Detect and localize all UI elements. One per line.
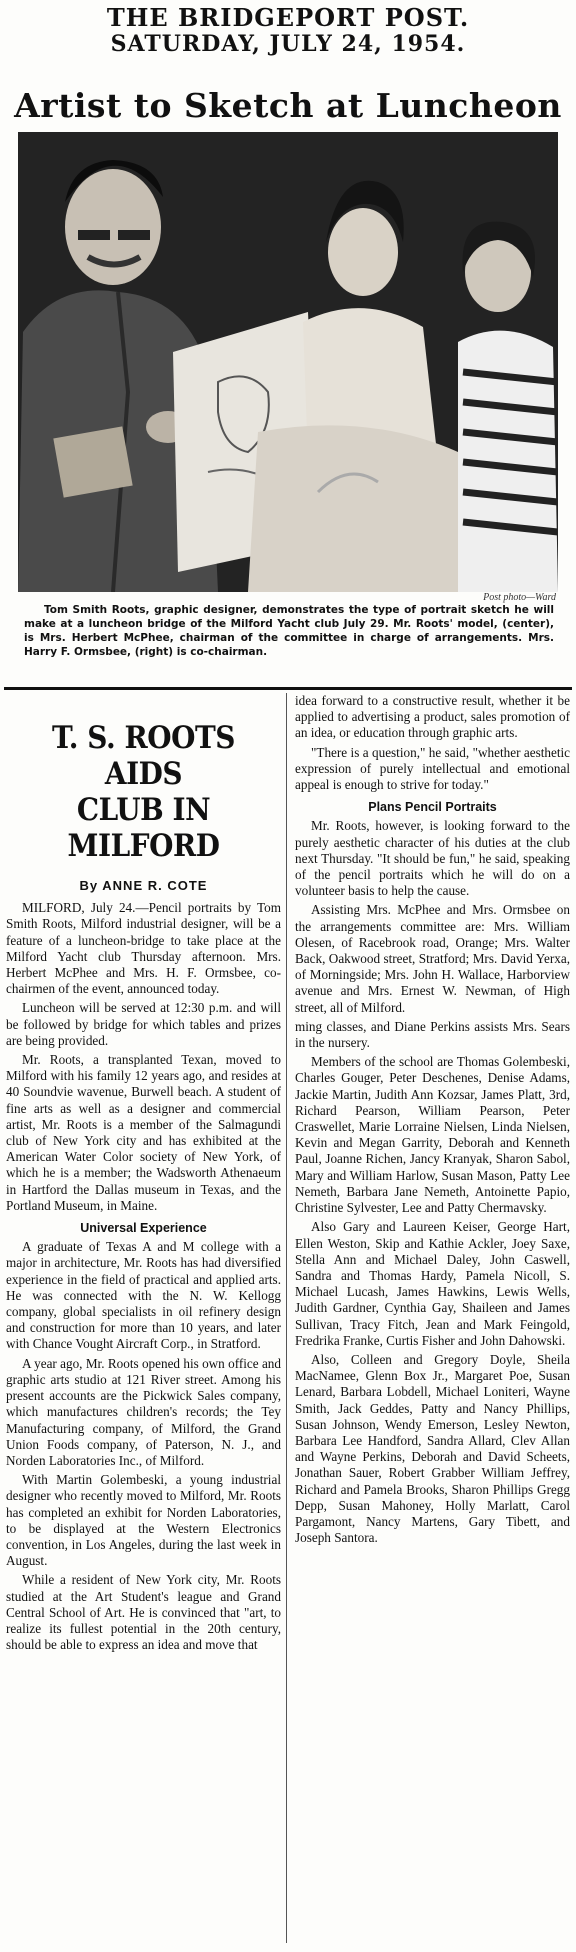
story-headline-line-1: T. S. ROOTS AIDS xyxy=(52,720,235,792)
paragraph: idea forward to a constructive result, whether it be applied to advertising a product, sales promotion of an idea, or education through graphic arts. xyxy=(295,693,570,741)
paragraph: Assisting Mrs. McPhee and Mrs. Ormsbee on the arrangements committee are: Mrs. William Olesen, of Racebrook road, Orange; Mrs. Walter Back, Oakwood street, Stratford; Mrs. David Yerxa, of Morningside; Mrs. John H. Wallace, Harborview avenue and Mrs. Ernest W. Newman, of High street, all of Milford. xyxy=(295,902,570,1015)
photo-credit: Post photo—Ward xyxy=(483,592,556,603)
paragraph: "There is a question," he said, "whether aesthetic expression of purely intellectual and emotional appeal is enough to strive for today." xyxy=(295,744,570,793)
paragraph: ming classes, and Diane Perkins assists Mrs. Sears in the nursery. xyxy=(295,1018,570,1051)
paragraph: With Martin Golembeski, a young industrial designer who recently moved to Milford, Mr. Roots has completed an exhibit for Norden Laboratories, to be displayed at the Western Electronics convention, in Los Angeles, during the last week in August. xyxy=(6,1472,281,1569)
column-divider xyxy=(286,693,287,1943)
photo-caption: Tom Smith Roots, graphic designer, demonstrates the type of portrait sketch he will make at a luncheon bridge of the Milford Yacht club July 29. Mr. Roots' model, (center), is Mrs. Herbert McPhee, chairman of the committee in charge of arrangements. Mrs. Harry F. Ormsbee, (right) is co-chairman. xyxy=(24,604,554,658)
paragraph: Also Gary and Laureen Keiser, George Hart, Ellen Weston, Skip and Kathie Ackler, Joey Saxe, Stella Ann and Michael Daley, John Caswell, Sandra and Thomas Hardy, Pamela Nicoll, S. Michael Lucash, James Hawkins, Lewis Wells, Judith Gardner, Cynthia Gay, Shaileen and James Sullivan, Tracy Fitch, Jean and Mark Feingold, Fredrika Franke, Curtis Fisher and John Dahowski. xyxy=(295,1219,570,1348)
paragraph: While a resident of New York city, Mr. Roots studied at the Art Student's league and Grand Central School of Art. He is convinced that "art, to realize its fullest potential in the 20th century, should be able to express an idea and move that xyxy=(6,1572,281,1653)
section-rule xyxy=(4,687,572,690)
article-column-1 xyxy=(6,720,281,1656)
paragraph: Mr. Roots, a transplanted Texan, moved to Milford with his family 12 years ago, and resides at 40 Soundvie wavenue, Burwell beach. A student of fine arts as well as a designer and commercial artist, Mr. Roots is a member of the Salmagundi club of New York city and has exhibited at the American Water Color society of New York, of which he is a member; the Wadsworth Athenaeum in Hartford the Dallas museum in Texas, and the Portland Museum, in Maine. xyxy=(6,1052,281,1213)
masthead xyxy=(0,4,576,57)
paragraph: Luncheon will be served at 12:30 p.m. and will be followed by bridge for which tables and prizes are being provided. xyxy=(6,1000,281,1048)
photo-headline: Artist to Sketch at Luncheon xyxy=(14,86,562,125)
news-photo xyxy=(18,132,558,592)
article-column-2 xyxy=(295,693,570,1549)
paragraph: A year ago, Mr. Roots opened his own office and graphic arts studio at 121 River street. Among his present accounts are the Pickwick Sales company, which manufactures children's records; the Tey Manufacturing company, of Milford, the Grand Union Foods company, of Paterson, N. J., and Norden Laboratories Inc., of Milford. xyxy=(6,1355,281,1468)
paragraph: Members of the school are Thomas Golembeski, Charles Gouger, Peter Deschenes, Denise Adams, Jackie Martin, Judith Ann Kozsar, James Platt, 3rd, Richard Pearson, William Pearson, Peter Craswellet, Marie Lorraine Nielsen, Linda Nielsen, Kevin and Megan Garrity, Deborah and Kenneth Paul, Joanne Richen, Jancy Kranyak, Sharon Sabol, Mary and William Harlow, Susan Mason, Patty Lee Nemeth, Barbara Jane Nemeth, Antoinette Papio, Christine Sylvester, Lee and Patty Chermavsky. xyxy=(295,1054,570,1216)
paragraph: A graduate of Texas A and M college with a major in architecture, Mr. Roots has had diversified experience in the field of practical and applied arts. He was connected with the N. W. Kellogg company, global specialists in oil refinery design and construction for more than 10 years, and later with Chance Vought Aircraft Corp., in Stratford. xyxy=(6,1239,281,1352)
newspaper-name: THE BRIDGEPORT POST. xyxy=(106,3,470,32)
byline: By ANNE R. COTE xyxy=(79,878,208,893)
subhead: Plans Pencil Portraits xyxy=(368,800,497,815)
story-headline-line-2: CLUB IN MILFORD xyxy=(67,792,220,864)
paragraph: Also, Colleen and Gregory Doyle, Sheila MacNamee, Glenn Box Jr., Margaret Poe, Susan Lenard, Barbara Lobdell, Michael Loniteri, Wayne Smith, Jack Geddes, Patty and Nancy Phillips, Susan Johnson, Wendy Emerson, Lesley Newton, Barbara Lee Handford, Sandra Allard, Clev Allan and Wayne Perkins, Deborah and David Scheets, Jonathan Sauer, Robert Grabber William Jeffrey, Richard and Pamela Brooks, Sharon Phillips Gregg Depp, Susan Mahoney, Holly Marlatt, Carol Pargamont, Nancy Martens, Gary Tibett, and Joseph Santora. xyxy=(295,1351,570,1546)
issue-date: SATURDAY, JULY 24, 1954. xyxy=(110,30,466,57)
paragraph: MILFORD, July 24.—Pencil portraits by Tom Smith Roots, Milford industrial designer, will be a feature of a luncheon-bridge to take place at the Milford Yacht club Thursday afternoon. Mrs. Herbert McPhee and Mrs. H. F. Ormsbee, co-chairmen of the event, announced today. xyxy=(6,900,281,997)
paragraph: Mr. Roots, however, is looking forward to the purely aesthetic character of his duties at the club next Thursday. "It should be fun," he said, speaking of the pencil portraits which he will do on a volunteer basis to help the cause. xyxy=(295,818,570,899)
subhead: Universal Experience xyxy=(80,1221,207,1236)
story-headline xyxy=(20,720,268,864)
